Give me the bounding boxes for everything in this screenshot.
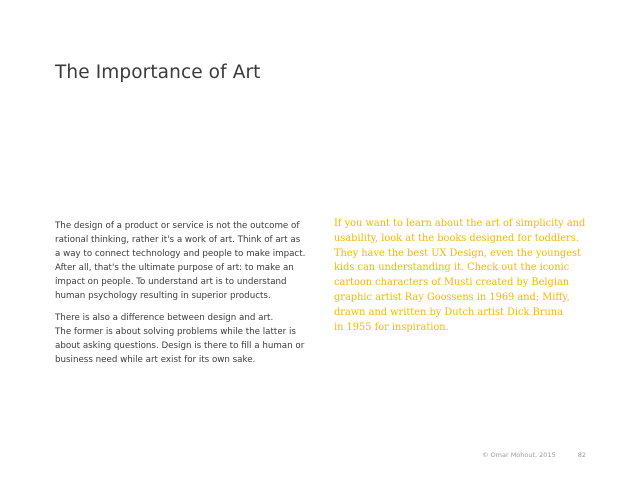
copyright-text: © Omar Mohout, 2015 [481, 451, 556, 459]
text-line: about asking questions. Design is there to fill a human or [55, 341, 305, 351]
text-line: impact on people. To understand art is to understand [55, 277, 287, 287]
text-line: a way to connect technology and people to make impact. [55, 249, 306, 259]
highlight-line: graphic artist Ray Goossens in 1969 and; Miffy, [334, 291, 570, 303]
highlight-line: They have the best UX Design, even the youngest [334, 247, 581, 259]
paragraph-design-vs-art [55, 311, 305, 367]
text-line: The former is about solving problems while the latter is [55, 327, 296, 337]
slide-footer [482, 451, 586, 459]
text-line: After all, that's the ultimate purpose of art: to make an [55, 263, 294, 273]
slide-title: The Importance of Art [55, 62, 261, 83]
highlight-line: usability, look at the books designed for toddlers. [334, 232, 579, 244]
text-line: rational thinking, rather it's a work of art. Think of art as [55, 235, 301, 245]
paragraph-design-outcome [55, 219, 306, 303]
highlight-line: If you want to learn about the art of simplicity and [334, 218, 586, 229]
highlight-line: kids can understanding it. Check out the iconic [334, 262, 570, 274]
text-line: business need while art exist for its own sake. [55, 355, 256, 365]
highlight-text-column [334, 217, 594, 335]
text-line: human psychology resulting in superior products. [55, 291, 271, 301]
highlight-line: cartoon characters of Musti created by Belgian [334, 277, 570, 289]
highlight-line: in 1955 for inspiration. [334, 321, 449, 333]
text-line: The design of a product or service is not the outcome of [55, 221, 300, 231]
left-text-column [55, 219, 306, 375]
page-number: 82 [577, 451, 586, 459]
text-line: There is also a difference between design and art. [55, 313, 274, 323]
highlight-line: drawn and written by Dutch artist Dick Bruna [334, 306, 563, 318]
